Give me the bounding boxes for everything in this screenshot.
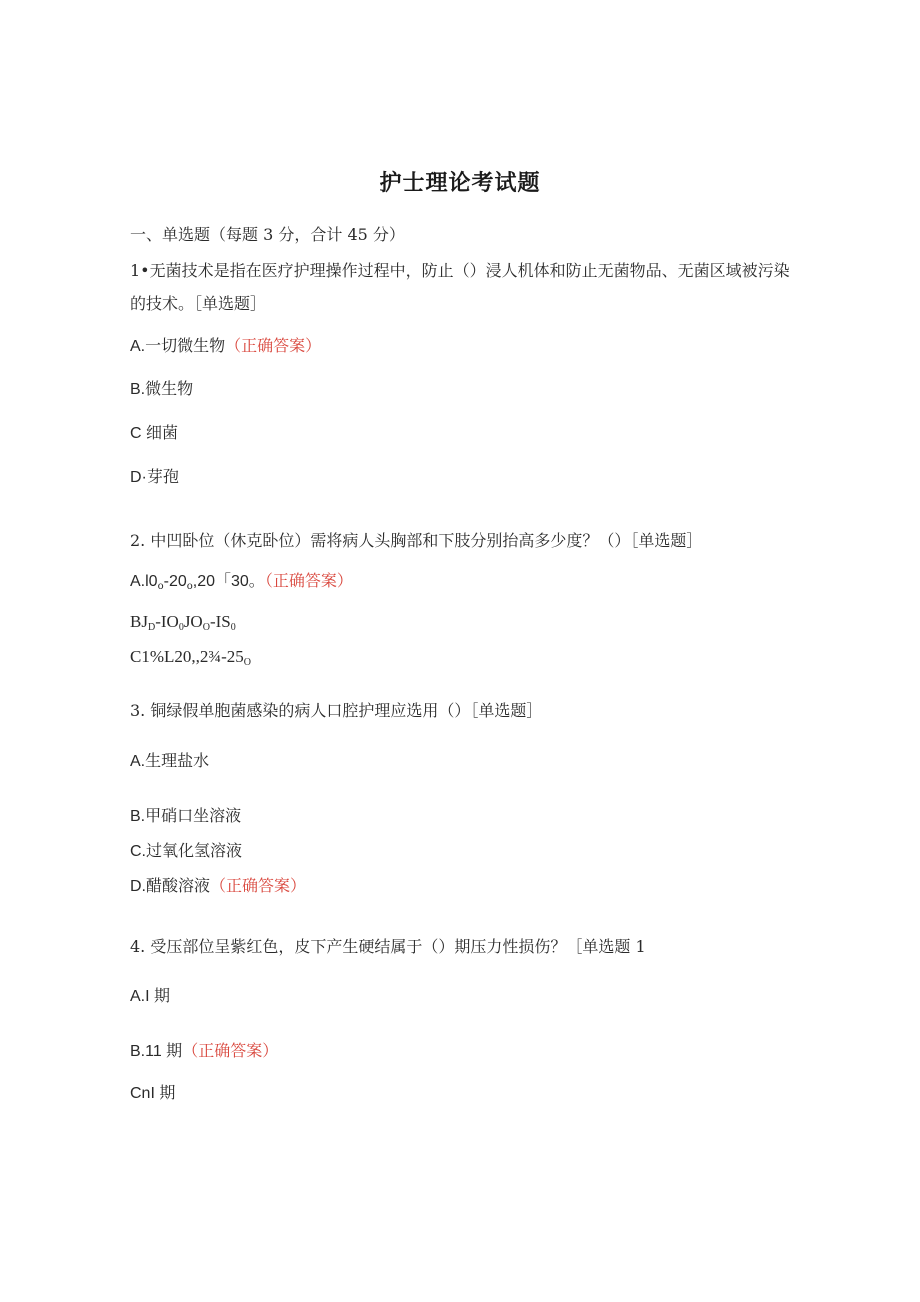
page-title: 护士理论考试题: [379, 170, 541, 196]
question-3-text: 3. 铜绿假单胞菌感染的病人口腔护理应选用（）［单选题］: [130, 701, 543, 720]
q3-correct-marker: （正确答案）: [210, 876, 307, 895]
q3-option-d: [130, 875, 306, 898]
q2-option-a-part: -20: [163, 573, 187, 590]
q4-option-b-text: 期: [166, 1041, 183, 1060]
q1-option-a: [130, 335, 321, 358]
q4-option-a-label: A.I: [130, 988, 155, 1005]
question-2-text: 2. 中凹卧位（休克卧位）需将病人头胸部和下肢分别抬高多少度？（）［单选题］: [130, 531, 703, 550]
q3-option-a-text: 生理盐水: [145, 751, 210, 770]
q1-option-a-text: 一切微生物: [145, 336, 226, 355]
q1-option-d-label: D·: [130, 469, 147, 486]
q2-option-b: [130, 611, 236, 639]
q2-option-b-part: -IO: [155, 612, 179, 631]
q1-option-c: [130, 422, 178, 445]
q1-option-c-text: 细菌: [146, 423, 179, 442]
q1-option-d: [130, 466, 179, 489]
q3-option-c-text: 过氧化氢溶液: [146, 841, 243, 860]
q1-option-b: [130, 378, 193, 401]
question-1-text: 1•无菌技术是指在医疗护理操作过程中，防止（）浸人机体和防止无菌物品、无菌区域被污染的技术。［单选题］: [130, 261, 790, 313]
q3-option-d-label: D.: [130, 878, 146, 895]
q3-option-b: [130, 805, 241, 828]
q3-option-a-label: A.: [130, 753, 146, 770]
q2-option-a-label: A.: [130, 573, 146, 590]
q1-option-b-label: B.: [130, 381, 146, 398]
q2-option-a-part: ,20「30。: [192, 573, 265, 590]
q4-option-c: [130, 1082, 175, 1105]
q2-option-b-part: BJ: [130, 612, 148, 631]
q2-option-a-part: l0: [145, 573, 158, 590]
q1-correct-marker: （正确答案）: [225, 336, 322, 355]
q2-option-b-sub: O: [202, 622, 210, 633]
q4-option-b: [130, 1040, 278, 1063]
q2-option-c-sub: O: [243, 657, 252, 668]
q3-option-c: [130, 840, 242, 863]
q3-option-d-text: 醋酸溶液: [146, 876, 211, 895]
section-heading: 一、单选题（每题 3 分，合计 45 分）: [130, 225, 405, 244]
q2-option-a-degree: o: [157, 581, 164, 592]
q1-option-a-label: A.: [130, 338, 146, 355]
q4-correct-marker: （正确答案）: [182, 1041, 279, 1060]
q1-option-b-text: 微生物: [145, 379, 194, 398]
q2-option-b-sub: 0: [178, 622, 184, 633]
q2-option-b-sub: D: [147, 622, 156, 633]
q4-option-c-label: CnI: [130, 1085, 160, 1102]
q1-option-c-label: C: [130, 425, 146, 442]
q2-option-b-sub: 0: [230, 622, 236, 633]
q4-option-a: [130, 985, 170, 1008]
q4-option-a-text: 期: [154, 986, 171, 1005]
q2-option-a-degree: o: [186, 581, 193, 592]
q2-option-c-part: C1%L20,,2¾-25: [130, 647, 244, 666]
q3-option-a: [130, 750, 209, 773]
q4-option-c-text: 期: [159, 1083, 176, 1102]
q2-option-c: [130, 646, 251, 674]
q2-option-b-part: JO: [183, 612, 203, 631]
q3-option-b-text: 甲硝口坐溶液: [145, 806, 242, 825]
q4-option-b-label: B.11: [130, 1043, 167, 1060]
q2-correct-marker: （正确答案）: [264, 571, 353, 590]
q3-option-b-label: B.: [130, 808, 146, 825]
q2-option-a: [130, 570, 353, 598]
question-4-text: 4. 受压部位呈紫红色，皮下产生硬结属于（）期压力性损伤？［单选题 1: [130, 937, 646, 956]
q3-option-c-label: C.: [130, 843, 146, 860]
q2-option-b-part: -IS: [209, 612, 231, 631]
q1-option-d-text: 芽孢: [146, 467, 179, 486]
